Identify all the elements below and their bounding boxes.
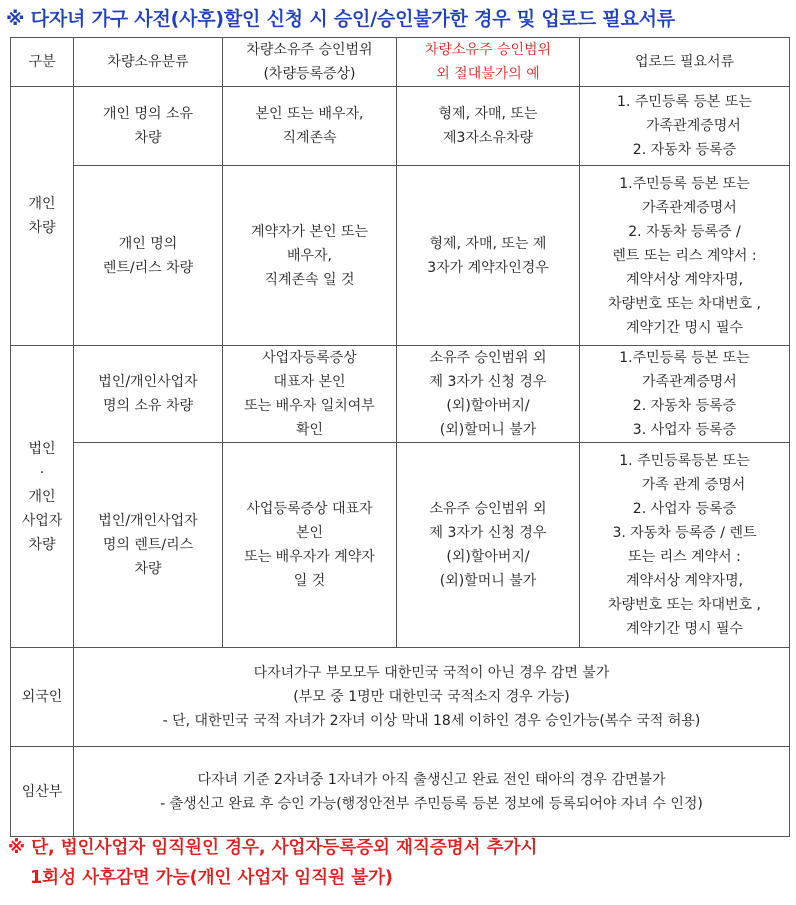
document-item: 1. 주민등록등본 또는 — [619, 453, 750, 469]
document-item: 계약기간 명시 필수 — [625, 621, 744, 637]
footer-notice — [8, 833, 537, 893]
row-business-own — [11, 346, 790, 443]
document-item: 2. 자동차 등록증 / — [628, 223, 741, 240]
documents-business-own — [580, 346, 790, 443]
header-documents: 업로드 필요서류 — [580, 38, 790, 87]
category-business-line2: · — [39, 464, 45, 481]
pregnant-line2: - 출생신고 완료 후 승인 가능(행정안전부 주민등록 등본 정보에 등록되어야 자녀 수 인정) — [160, 795, 703, 812]
header-approval-range — [223, 38, 397, 87]
exclusion-line: (외)할머니 불가 — [439, 573, 537, 589]
range-business-own — [223, 346, 397, 443]
document-item: 1. 주민등록 등본 또는 — [617, 94, 752, 110]
footer-line2: 1회성 사후감면 가능(개인 사업자 임직원 불가) — [30, 868, 393, 888]
ownership-line: 차량 — [134, 561, 162, 577]
document-item: 3. 사업자 등록증 — [632, 422, 737, 438]
range-line: 대표자 본인 — [273, 374, 346, 390]
document-item: 가족 관계 증명서 — [641, 477, 746, 493]
header-category: 구분 — [11, 38, 74, 87]
ownership-line: 명의 소유 차량 — [102, 398, 194, 414]
category-business-line4: 사업자 — [21, 512, 63, 529]
exclusion-line: 제 3자가 신청 경우 — [429, 374, 547, 390]
document-item: 또는 리스 계약서 : — [628, 549, 741, 565]
document-item: 2. 자동차 등록증 — [632, 398, 737, 414]
ownership-business-rent — [74, 443, 223, 648]
ownership-line: 렌트/리스 차량 — [102, 259, 194, 276]
exclusion-business-rent — [397, 443, 580, 648]
range-line: 일 것 — [293, 573, 326, 589]
ownership-personal-rent — [74, 166, 223, 346]
documents-personal-own — [580, 87, 790, 166]
range-line: 사업등록증상 대표자 — [246, 501, 373, 517]
range-personal-own — [223, 87, 397, 166]
exclusion-line: 형제, 자매, 또는 — [438, 106, 538, 122]
ownership-line: 개인 명의 — [118, 235, 178, 252]
range-line: 사업자등록증상 — [262, 350, 357, 366]
document-item: 계약서상 계약자명, — [625, 271, 744, 288]
ownership-line: 차량 — [134, 130, 162, 146]
exclusion-line: (외)할아버지/ — [446, 398, 530, 414]
page-title: ※ 다자녀 가구 사전(사후)할인 신청 시 승인/승인불가한 경우 및 업로드 필요서류 — [6, 8, 675, 30]
footer-line1: ※ 단, 법인사업자 임직원인 경우, 사업자등록증외 재직증명서 추가시 — [8, 838, 538, 858]
foreigner-line1: 다자녀가구 부모모두 대한민국 국적이 아닌 경우 감면 불가 — [253, 665, 610, 681]
exclusion-line: (외)할머니 불가 — [439, 422, 537, 438]
range-line: 직계존속 — [282, 130, 337, 146]
pregnant-note — [74, 747, 790, 837]
document-item: 렌트 또는 리스 계약서 : — [612, 247, 757, 264]
range-business-rent — [223, 443, 397, 648]
header-exclusion — [397, 38, 580, 87]
ownership-line: 개인 명의 소유 — [102, 106, 194, 122]
pregnant-line1: 다자녀 기준 2자녀중 1자녀가 아직 출생신고 완료 전인 태아의 경우 감면불가 — [197, 771, 666, 788]
exclusion-business-own — [397, 346, 580, 443]
ownership-line: 법인/개인사업자 — [98, 374, 198, 390]
exclusion-line: 제3자소유차량 — [442, 130, 534, 146]
exclusion-personal-rent — [397, 166, 580, 346]
range-line: 본인 — [295, 525, 324, 541]
document-item: 3. 자동차 등록증 / 렌트 — [612, 525, 757, 541]
document-item: 차량번호 또는 차대번호 , — [607, 295, 762, 312]
document-item: 가족관계증명서 — [642, 199, 737, 216]
ownership-line: 법인/개인사업자 — [98, 513, 198, 529]
exclusion-line: 제 3자가 신청 경우 — [429, 525, 547, 541]
header-exclusion-line2: 외 절대불가의 예 — [436, 66, 540, 82]
document-item: 1.주민등록 등본 또는 — [619, 175, 750, 192]
document-item: 1.주민등록 등본 또는 — [619, 350, 750, 366]
document-item: 계약기간 명시 필수 — [625, 319, 744, 336]
document-item: 2. 사업자 등록증 — [632, 501, 737, 517]
category-foreigner: 외국인 — [11, 648, 74, 747]
range-line: 직계존속 일 것 — [264, 271, 355, 288]
foreigner-note — [74, 648, 790, 747]
header-ownership: 차량소유분류 — [74, 38, 223, 87]
header-approval-range-line2: (차량등록증상) — [263, 66, 356, 82]
range-personal-rent — [223, 166, 397, 346]
document-item: 가족관계증명서 — [642, 374, 737, 390]
exclusion-personal-own — [397, 87, 580, 166]
documents-personal-rent — [580, 166, 790, 346]
row-personal-own — [11, 87, 790, 166]
document-item: 계약서상 계약자명, — [625, 573, 744, 589]
exclusion-line: 3자가 계약자인경우 — [427, 259, 549, 276]
category-business-line1: 법인 — [28, 440, 56, 457]
exclusion-line: 소유주 승인범위 외 — [429, 501, 547, 517]
range-line: 또는 배우자 일치여부 — [244, 398, 375, 414]
foreigner-line2: (부모 중 1명만 대한민국 국적소지 경우 가능) — [293, 689, 570, 705]
foreigner-line3: - 단, 대한민국 국적 자녀가 2자녀 이상 막내 18세 이하인 경우 승인가능(복수 국적 허용) — [162, 713, 701, 729]
exclusion-line: 소유주 승인범위 외 — [429, 350, 547, 366]
header-exclusion-line1: 차량소유주 승인범위 — [424, 42, 552, 58]
row-pregnant — [11, 747, 790, 837]
category-personal-line1: 개인 — [28, 196, 56, 212]
ownership-personal-own — [74, 87, 223, 166]
ownership-business-own — [74, 346, 223, 443]
header-row — [11, 38, 790, 87]
category-business — [11, 346, 74, 648]
document-item: 차량번호 또는 차대번호 , — [607, 597, 762, 613]
exclusion-line: (외)할아버지/ — [446, 549, 530, 565]
range-line: 계약자가 본인 또는 — [250, 223, 369, 240]
document-item: 가족관계증명서 — [646, 118, 741, 134]
header-approval-range-line1: 차량소유주 승인범위 — [246, 42, 373, 58]
exclusion-line: 형제, 자매, 또는 제 — [429, 235, 547, 252]
category-pregnant: 임산부 — [11, 747, 74, 837]
category-personal-line2: 차량 — [28, 220, 56, 236]
category-personal — [11, 87, 74, 346]
range-line: 확인 — [295, 422, 324, 438]
requirements-table — [10, 37, 790, 837]
row-foreigner — [11, 648, 790, 747]
range-line: 또는 배우자가 계약자 — [244, 549, 375, 565]
category-business-line5: 차량 — [28, 536, 56, 553]
row-personal-rent — [11, 166, 790, 346]
category-business-line3: 개인 — [28, 488, 56, 505]
documents-business-rent — [580, 443, 790, 648]
document-item: 2. 자동차 등록증 — [632, 142, 737, 158]
range-line: 배우자, — [286, 247, 333, 264]
row-business-rent — [11, 443, 790, 648]
range-line: 본인 또는 배우자, — [255, 106, 364, 122]
ownership-line: 명의 렌트/리스 — [102, 537, 194, 553]
